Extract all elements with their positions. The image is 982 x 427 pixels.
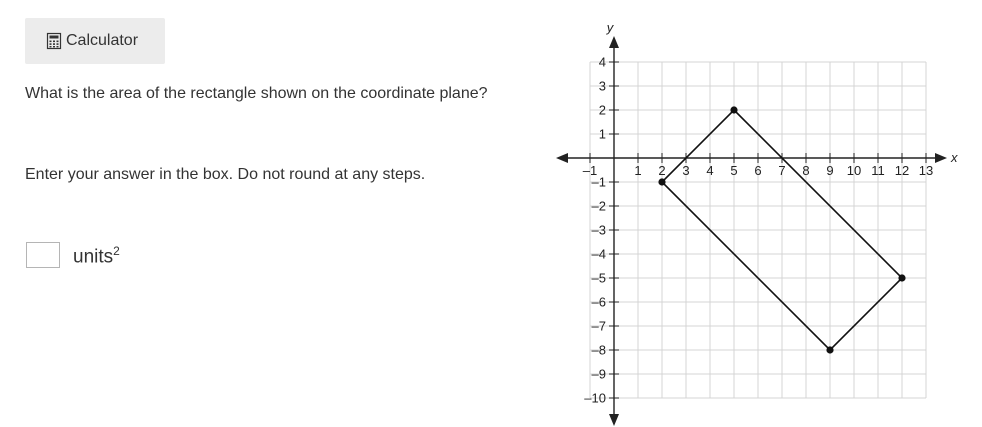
vertex-point <box>658 178 665 185</box>
units-text: units <box>73 246 114 268</box>
x-tick-label: 5 <box>730 163 738 178</box>
x-tick-label: 10 <box>846 163 862 178</box>
x-tick-label: 9 <box>826 163 834 178</box>
vertex-point <box>826 346 833 353</box>
calculator-icon <box>47 33 61 49</box>
x-tick-label: 1 <box>634 163 642 178</box>
y-tick-label: –3 <box>591 222 606 238</box>
y-tick-label: 3 <box>598 78 606 94</box>
y-tick-label: –8 <box>591 342 606 358</box>
x-axis-label: x <box>951 150 958 165</box>
answer-input[interactable] <box>26 242 60 268</box>
x-tick-label: 13 <box>918 163 934 178</box>
x-tick-label: 11 <box>871 163 885 178</box>
y-tick-label: –6 <box>591 294 606 310</box>
calculator-button[interactable] <box>25 18 165 64</box>
y-tick-label: 2 <box>598 102 606 118</box>
x-axis-arrow-left <box>556 153 568 163</box>
x-tick-label: 7 <box>778 163 786 178</box>
question-instruction: Enter your answer in the box. Do not round at any steps. <box>25 166 426 183</box>
x-axis-arrow-right <box>935 153 947 163</box>
question-prompt: What is the area of the rectangle shown on the coordinate plane? <box>25 85 488 102</box>
x-tick-label: 12 <box>894 163 910 178</box>
vertex-point <box>898 274 905 281</box>
y-axis-arrow-down <box>609 414 619 426</box>
x-tick-label: –1 <box>582 163 598 178</box>
y-tick-label: –7 <box>591 318 606 334</box>
x-tick-label: 4 <box>706 163 714 178</box>
units-label <box>73 244 120 268</box>
coordinate-plane <box>548 20 958 422</box>
y-tick-label: –5 <box>591 270 606 286</box>
y-tick-label: –9 <box>591 366 606 382</box>
x-tick-label: 2 <box>658 163 666 178</box>
x-tick-label: 6 <box>754 163 762 178</box>
y-tick-label: 4 <box>598 54 606 70</box>
y-tick-label: –4 <box>591 246 606 262</box>
vertex-point <box>730 106 737 113</box>
y-tick-label: –1 <box>591 174 606 190</box>
y-axis-label: y <box>606 20 614 35</box>
x-tick-label: 8 <box>802 163 810 178</box>
y-axis-arrow-up <box>609 36 619 48</box>
y-tick-label: 1 <box>598 126 606 142</box>
y-tick-label: –10 <box>584 390 606 406</box>
y-tick-label: –2 <box>591 198 606 214</box>
calculator-label: Calculator <box>66 32 139 49</box>
x-tick-label: 3 <box>682 163 690 178</box>
units-exponent: 2 <box>113 244 120 258</box>
